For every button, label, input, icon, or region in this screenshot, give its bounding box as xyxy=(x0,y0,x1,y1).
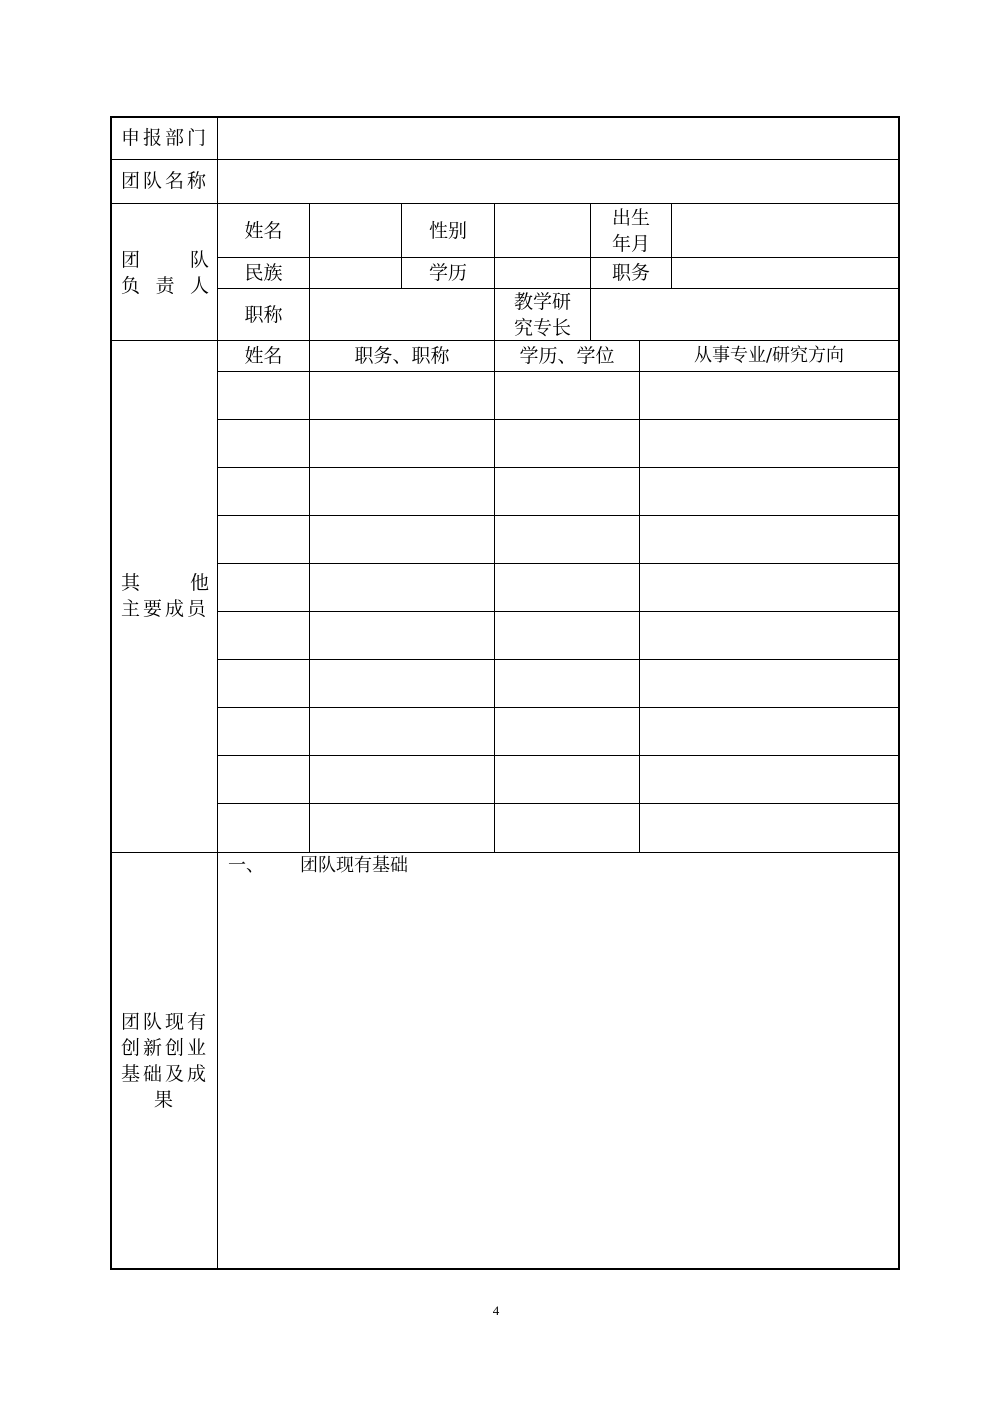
members-header-degree: 学历、学位 xyxy=(519,345,615,367)
team-name-field[interactable] xyxy=(219,161,898,202)
members-header-name: 姓名 xyxy=(244,345,283,367)
member-row[interactable] xyxy=(218,564,898,611)
foundation-section-title: 团队现有基础 xyxy=(300,855,408,876)
leader-birth-label xyxy=(591,204,671,257)
leader-name-field[interactable] xyxy=(310,204,401,257)
leader-label-char: 团 xyxy=(121,249,141,271)
foundation-section-number: 一、 xyxy=(228,855,264,876)
foundation-section-label xyxy=(121,1009,209,1113)
leader-position-field[interactable] xyxy=(672,258,898,288)
leader-specialty-label-line2: 究专长 xyxy=(513,316,571,339)
leader-education-field[interactable] xyxy=(495,258,590,288)
member-row[interactable] xyxy=(218,420,898,467)
leader-gender-label: 性别 xyxy=(428,219,467,242)
leader-ethnicity-field[interactable] xyxy=(310,258,401,288)
leader-label-char: 责 xyxy=(155,275,175,297)
leader-specialty-label xyxy=(495,289,590,340)
member-row[interactable] xyxy=(218,612,898,659)
leader-gender-field[interactable] xyxy=(495,204,590,257)
page-number: 4 xyxy=(492,1303,500,1318)
leader-education-label: 学历 xyxy=(428,262,467,284)
leader-birth-field[interactable] xyxy=(672,204,898,257)
foundation-label-line: 创新创业 xyxy=(121,1037,210,1059)
members-label-char: 他 xyxy=(189,572,209,594)
leader-specialty-label-line1: 教学研 xyxy=(513,290,571,313)
member-row[interactable] xyxy=(218,468,898,515)
member-row[interactable] xyxy=(218,660,898,707)
leader-specialty-field[interactable] xyxy=(591,289,898,340)
members-label-line2: 主要成员 xyxy=(121,598,210,620)
leader-ethnicity-label: 民族 xyxy=(244,262,283,284)
member-row[interactable] xyxy=(218,756,898,803)
member-row[interactable] xyxy=(218,372,898,419)
leader-label-char: 负 xyxy=(121,275,141,297)
members-header-position-title: 职务、职称 xyxy=(354,345,450,367)
members-section-label xyxy=(121,570,209,622)
foundation-label-line: 果 xyxy=(153,1089,176,1111)
foundation-label-line: 基础及成 xyxy=(121,1063,210,1085)
team-name-label: 团队名称 xyxy=(121,170,210,192)
leader-title-field[interactable] xyxy=(310,289,494,340)
member-row[interactable] xyxy=(218,804,898,851)
leader-label-char: 人 xyxy=(189,275,209,297)
leader-position-label: 职务 xyxy=(611,262,650,284)
leader-title-label: 职称 xyxy=(244,303,283,326)
row-divider xyxy=(110,159,900,160)
dept-label: 申报部门 xyxy=(121,127,210,149)
members-label-char: 其 xyxy=(121,572,141,594)
leader-birth-label-line1: 出生 xyxy=(611,206,650,229)
leader-section-label xyxy=(121,247,209,299)
foundation-heading xyxy=(228,853,408,879)
leader-birth-label-line2: 年月 xyxy=(611,232,650,255)
dept-field[interactable] xyxy=(219,118,898,158)
leader-label-char: 队 xyxy=(189,249,209,271)
leader-name-label: 姓名 xyxy=(244,219,283,242)
foundation-label-line: 团队现有 xyxy=(121,1011,210,1033)
foundation-content-area[interactable] xyxy=(219,882,898,1268)
member-row[interactable] xyxy=(218,708,898,755)
member-row[interactable] xyxy=(218,516,898,563)
members-header-major: 从事专业/研究方向 xyxy=(693,345,845,366)
